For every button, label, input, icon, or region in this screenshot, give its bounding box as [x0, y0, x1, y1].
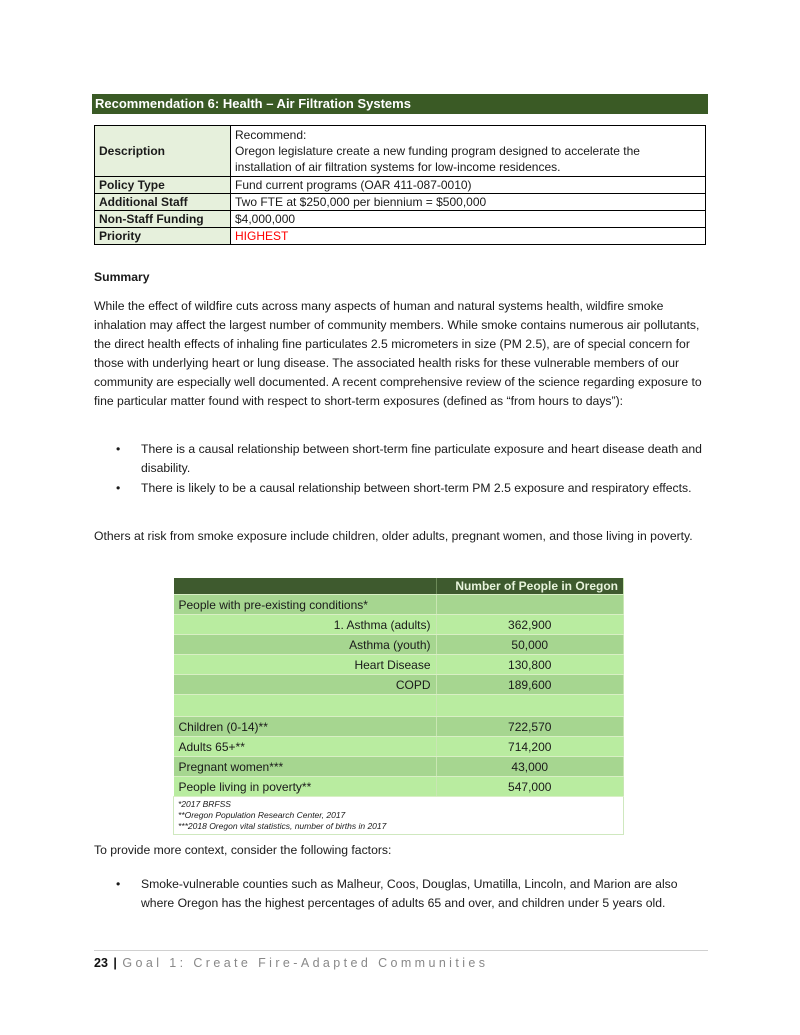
page-footer: [94, 955, 488, 971]
description-label: Description: [95, 126, 231, 177]
list-item: • There is a causal relationship between short-term fine particulate exposure and heart disease death and disability.: [116, 442, 702, 475]
policy-type-label: Policy Type: [95, 177, 231, 194]
population-table: [173, 578, 624, 835]
table-row: Heart Disease 130,800: [174, 655, 624, 675]
footnote: ***2018 Oregon vital statistics, number of births in 2017: [178, 821, 387, 831]
additional-staff-value: Two FTE at $250,000 per biennium = $500,000: [231, 194, 706, 211]
table-row: 1. Asthma (adults) 362,900: [174, 615, 624, 635]
priority-row: [95, 228, 706, 245]
non-staff-funding-label: Non-Staff Funding: [95, 211, 231, 228]
table-row-spacer: [174, 695, 624, 717]
page-number: 23: [94, 956, 108, 970]
recommendation-title: Recommendation 6: Health – Air Filtration Systems: [92, 94, 708, 114]
bullet-icon: •: [116, 481, 121, 495]
priority-value: HIGHEST: [231, 228, 706, 245]
footer-divider: [94, 950, 708, 951]
table-row: Adults 65+** 714,200: [174, 737, 624, 757]
additional-staff-row: [95, 194, 706, 211]
at-risk-paragraph: Others at risk from smoke exposure include children, older adults, pregnant women, and those living in poverty.: [94, 529, 693, 543]
table-row: Pregnant women*** 43,000: [174, 757, 624, 777]
footnote: **Oregon Population Research Center, 2017: [178, 810, 346, 820]
table-row: People living in poverty** 547,000: [174, 777, 624, 797]
context-paragraph: To provide more context, consider the following factors:: [94, 843, 392, 857]
description-row: [95, 126, 706, 177]
table-row: Children (0-14)** 722,570: [174, 717, 624, 737]
bullet-icon: •: [116, 877, 121, 891]
priority-label: Priority: [95, 228, 231, 245]
non-staff-funding-row: [95, 211, 706, 228]
list-item: • There is likely to be a causal relationship between short-term PM 2.5 exposure and respiratory effects.: [94, 479, 706, 498]
footer-separator: |: [113, 956, 117, 970]
footnote: *2017 BRFSS: [178, 799, 231, 809]
recommendation-table: [94, 125, 706, 245]
table-row: People with pre-existing conditions*: [174, 595, 624, 615]
table-header-row: [174, 578, 624, 595]
table-row: COPD 189,600: [174, 675, 624, 695]
list-item: • Smoke-vulnerable counties such as Malheur, Coos, Douglas, Umatilla, Lincoln, and Marion are also where Oregon has the highest percentages of adults 65 and over, and children under 5 years old.: [116, 877, 678, 910]
footer-section-title: Goal 1: Create Fire-Adapted Communities: [122, 956, 489, 970]
header-cell: Number of People in Oregon: [436, 578, 624, 595]
additional-staff-label: Additional Staff: [95, 194, 231, 211]
summary-paragraph: While the effect of wildfire cuts across many aspects of human and natural systems health, wildfire smoke inhalation may affect the largest number of community members. While smoke contains numerous air pollutants, the direct health effects of inhaling fine particulates 2.5 micrometers in size (PM 2.5), are of special concern for those with underlying heart or lung disease. The associated health risks for these vulnerable members of our community are especially well documented. A recent comprehensive review of the science regarding exposure to fine particular matter found with respect to short-term exposures (defined as “from hours to days”):: [94, 299, 702, 408]
table-row: Asthma (youth) 50,000: [174, 635, 624, 655]
description-value: Recommend: Oregon legislature create a new funding program designed to accelerate the installation of air filtration systems for low-income residences.: [231, 126, 706, 177]
factors-list: [94, 875, 706, 914]
policy-type-row: [95, 177, 706, 194]
header-cell: [174, 578, 437, 595]
table-footnotes: [174, 797, 624, 835]
summary-heading: Summary: [94, 270, 150, 284]
policy-type-value: Fund current programs (OAR 411-087-0010): [231, 177, 706, 194]
non-staff-funding-value: $4,000,000: [231, 211, 706, 228]
findings-list: [94, 440, 706, 499]
bullet-icon: •: [116, 442, 121, 456]
